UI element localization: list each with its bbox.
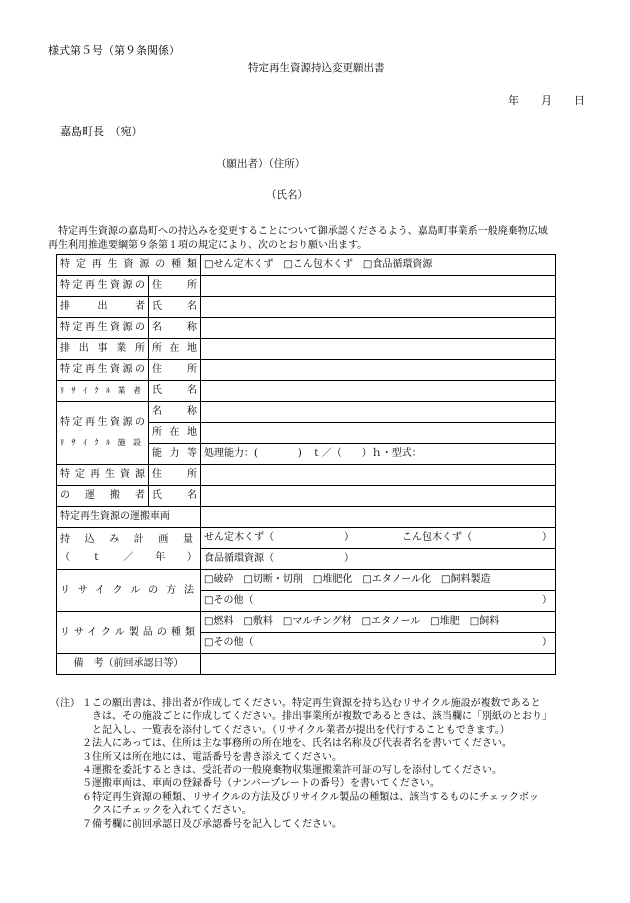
vehicle-label: 特定再生資源の運搬車両	[57, 507, 201, 528]
facility-location-label: 所在地	[149, 423, 201, 444]
discharger-name-label: 氏 名	[149, 297, 201, 318]
note-item: と記入し、一覧表を添付してください。（リサイクル業者が提出を代行することもできます。）	[92, 724, 510, 736]
plan-label-1: 持込み計画量	[60, 533, 197, 545]
method-other-close: ）	[542, 595, 552, 606]
facility-label-1: 特定再生資源の	[60, 417, 145, 428]
office-location-input[interactable]	[201, 339, 556, 360]
vehicle-input[interactable]	[201, 507, 556, 528]
applicant-name-label: （氏名）	[266, 189, 308, 201]
plan-label-2: （ ｔ ／ 年 ）	[60, 551, 197, 563]
facility-capacity-label: 能力等	[149, 444, 201, 465]
notes	[50, 697, 576, 831]
remarks-label: 備 考（前回承認日等）	[57, 654, 201, 675]
recycler-label-2: ﾘｻｲｸﾙ業者	[57, 381, 149, 402]
facility-name-input[interactable]	[201, 402, 556, 423]
checkbox-food-resource[interactable]: □食品循環資源	[362, 259, 433, 270]
intro-line-2: 再生利用推進要綱第９条第１項の規定により、次のとおり願い出ます。	[48, 240, 368, 251]
date-field: 年 月 日	[508, 94, 585, 107]
checkbox-pruned-wood[interactable]: □せん定木くず	[204, 259, 274, 270]
resource-type-options[interactable]	[201, 255, 556, 276]
facility-location-input[interactable]	[201, 423, 556, 444]
office-label-1: 特定再生資源の	[57, 318, 149, 339]
recycler-name-label: 氏 名	[149, 381, 201, 402]
plan-line-2[interactable]: 食品循環資源（ ）	[201, 549, 556, 570]
office-label-2: 排出事業所	[57, 339, 149, 360]
recycler-name-input[interactable]	[201, 381, 556, 402]
facility-capacity-input[interactable]: 処理能力：( ) ｔ／（ ）ｈ・型式：	[201, 444, 556, 465]
carrier-name-label: 氏 名	[149, 486, 201, 507]
note-item: ７ 備考欄に前回承認日及び承認番号を記入してください。	[82, 818, 342, 830]
product-other-close: ）	[542, 637, 552, 648]
recycler-label-1: 特定再生資源の	[57, 360, 149, 381]
plan-packing-wood[interactable]: こん包木くず（ ）	[402, 532, 552, 543]
notes-prefix: （注）	[50, 698, 80, 709]
discharger-label-1: 特定再生資源の	[57, 276, 149, 297]
carrier-address-label: 住 所	[149, 465, 201, 486]
carrier-label-1: 特定再生資源	[57, 465, 149, 486]
method-other[interactable]	[201, 591, 556, 612]
carrier-address-input[interactable]	[201, 465, 556, 486]
note-item: ６ 特定再生資源の種類、リサイクルの方法及びリサイクル製品の種類は、該当するものにチェックボッ	[82, 791, 539, 803]
carrier-label-2: の 運 搬 者	[57, 486, 149, 507]
note-item: ５ 運搬車両は、車両の登録番号（ナンバープレートの番号）を書いてください。	[82, 778, 440, 790]
note-item: ４ 運搬を委託するときは、受託者の一般廃棄物収集運搬業許可証の写しを添付してください。	[82, 765, 502, 777]
checkbox-packing-wood[interactable]: □こん包木くず	[283, 259, 353, 270]
recycler-address-label: 住 所	[149, 360, 201, 381]
resource-type-label: 特定再生資源の種類	[57, 255, 201, 276]
plan-pruned-wood[interactable]: せん定木くず（ ）	[204, 532, 354, 543]
facility-label-2: ﾘｻｲｸﾙ施設	[60, 438, 145, 447]
application-table	[56, 254, 556, 675]
note-item: ３ 住所又は所在地には、電話番号を書き添えてください。	[82, 751, 342, 763]
office-name-input[interactable]	[201, 318, 556, 339]
discharger-name-input[interactable]	[201, 297, 556, 318]
product-other-checkbox[interactable]: □その他（	[204, 637, 254, 648]
facility-label	[57, 402, 149, 465]
method-label: リサイクルの方法	[57, 570, 201, 612]
product-label: リサイクル製品の種類	[57, 612, 201, 654]
recycler-address-input[interactable]	[201, 360, 556, 381]
office-location-label: 所在地	[149, 339, 201, 360]
discharger-address-label: 住 所	[149, 276, 201, 297]
facility-name-label: 名 称	[149, 402, 201, 423]
note-item: きは、その施設ごとに作成してください。排出事業所が複数であるときは、該当欄に「別紙のとおり」	[92, 711, 552, 723]
carrier-name-input[interactable]	[201, 486, 556, 507]
form-number: 様式第５号（第９条関係）	[48, 44, 180, 57]
product-options[interactable]: □燃料 □敷料 □マルチング材 □エタノール □堆肥 □飼料	[201, 612, 556, 633]
form-title: 特定再生資源持込変更願出書	[248, 62, 385, 74]
addressee: 嘉島町長 （宛）	[60, 125, 143, 138]
plan-line-1[interactable]	[201, 528, 556, 549]
row-resource-type	[57, 255, 556, 276]
intro-line-1: 特定再生資源の嘉島町への持込みを変更することについて御承認くださるよう、嘉島町事業系一般廃棄物広域	[58, 226, 548, 237]
method-options[interactable]: □破砕 □切断・切削 □堆肥化 □エタノール化 □飼料製造	[201, 570, 556, 591]
office-name-label: 名 称	[149, 318, 201, 339]
note-item: クスにチェックを入れてください。	[92, 805, 252, 817]
remarks-input[interactable]	[201, 654, 556, 675]
product-other[interactable]	[201, 633, 556, 654]
discharger-address-input[interactable]	[201, 276, 556, 297]
discharger-label-2: 排 出 者	[57, 297, 149, 318]
method-other-checkbox[interactable]: □その他（	[204, 595, 254, 606]
note-item: ２ 法人にあっては、住所は主な事務所の所在地を、氏名は名称及び代表者名を書いてください。	[82, 738, 512, 750]
applicant-address-label: （願出者）（住所）	[216, 158, 306, 170]
plan-label	[57, 528, 201, 570]
note-item: １ この願出書は、排出者が作成してください。特定再生資源を持ち込むリサイクル施設が複数であると	[82, 698, 541, 709]
